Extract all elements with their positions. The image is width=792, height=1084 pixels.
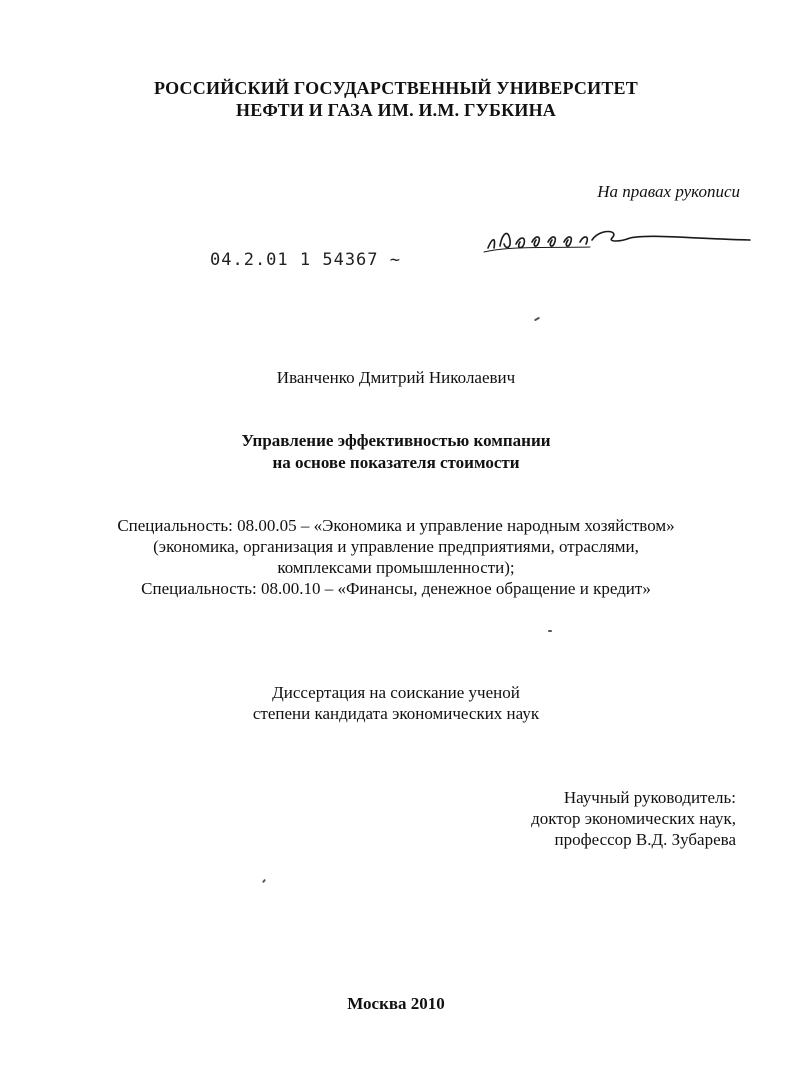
university-header bbox=[0, 77, 792, 121]
scan-speck bbox=[534, 317, 540, 322]
dissertation-degree bbox=[0, 682, 792, 724]
scientific-advisor bbox=[531, 787, 736, 850]
scan-speck bbox=[548, 630, 552, 632]
specialty-block bbox=[0, 515, 792, 599]
city-year: Москва 2010 bbox=[347, 994, 445, 1013]
manuscript-rights-note: На правах рукописи bbox=[597, 182, 740, 201]
specialty-line4: Специальность: 08.00.10 – «Финансы, денежное обращение и кредит» bbox=[141, 579, 651, 598]
advisor-line2: доктор экономических наук, bbox=[531, 809, 736, 828]
author-name: Иванченко Дмитрий Николаевич bbox=[276, 368, 516, 387]
specialty-line1: Специальность: 08.00.05 – «Экономика и управление народным хозяйством» bbox=[117, 516, 675, 535]
degree-line1: Диссертация на соискание ученой bbox=[272, 683, 520, 702]
title-line1: Управление эффективностью компании bbox=[241, 431, 551, 450]
specialty-line2: (экономика, организация и управление предприятиями, отраслями, bbox=[153, 537, 639, 556]
university-name-line1: РОССИЙСКИЙ ГОСУДАРСТВЕННЫЙ УНИВЕРСИТЕТ bbox=[154, 78, 638, 98]
specialty-line3: комплексами промышленности); bbox=[277, 558, 515, 577]
university-name-line2: НЕФТИ И ГАЗА ИМ. И.М. ГУБКИНА bbox=[236, 100, 556, 120]
author-signature bbox=[480, 218, 760, 258]
advisor-line3: профессор В.Д. Зубарева bbox=[554, 830, 736, 849]
registration-stamp-number: 04.2.01 1 54367 ~ bbox=[210, 250, 401, 270]
scan-speck bbox=[262, 879, 266, 883]
degree-line2: степени кандидата экономических наук bbox=[252, 704, 540, 723]
title-line2: на основе показателя стоимости bbox=[272, 453, 520, 472]
advisor-line1: Научный руководитель: bbox=[563, 788, 736, 807]
dissertation-title bbox=[0, 430, 792, 474]
